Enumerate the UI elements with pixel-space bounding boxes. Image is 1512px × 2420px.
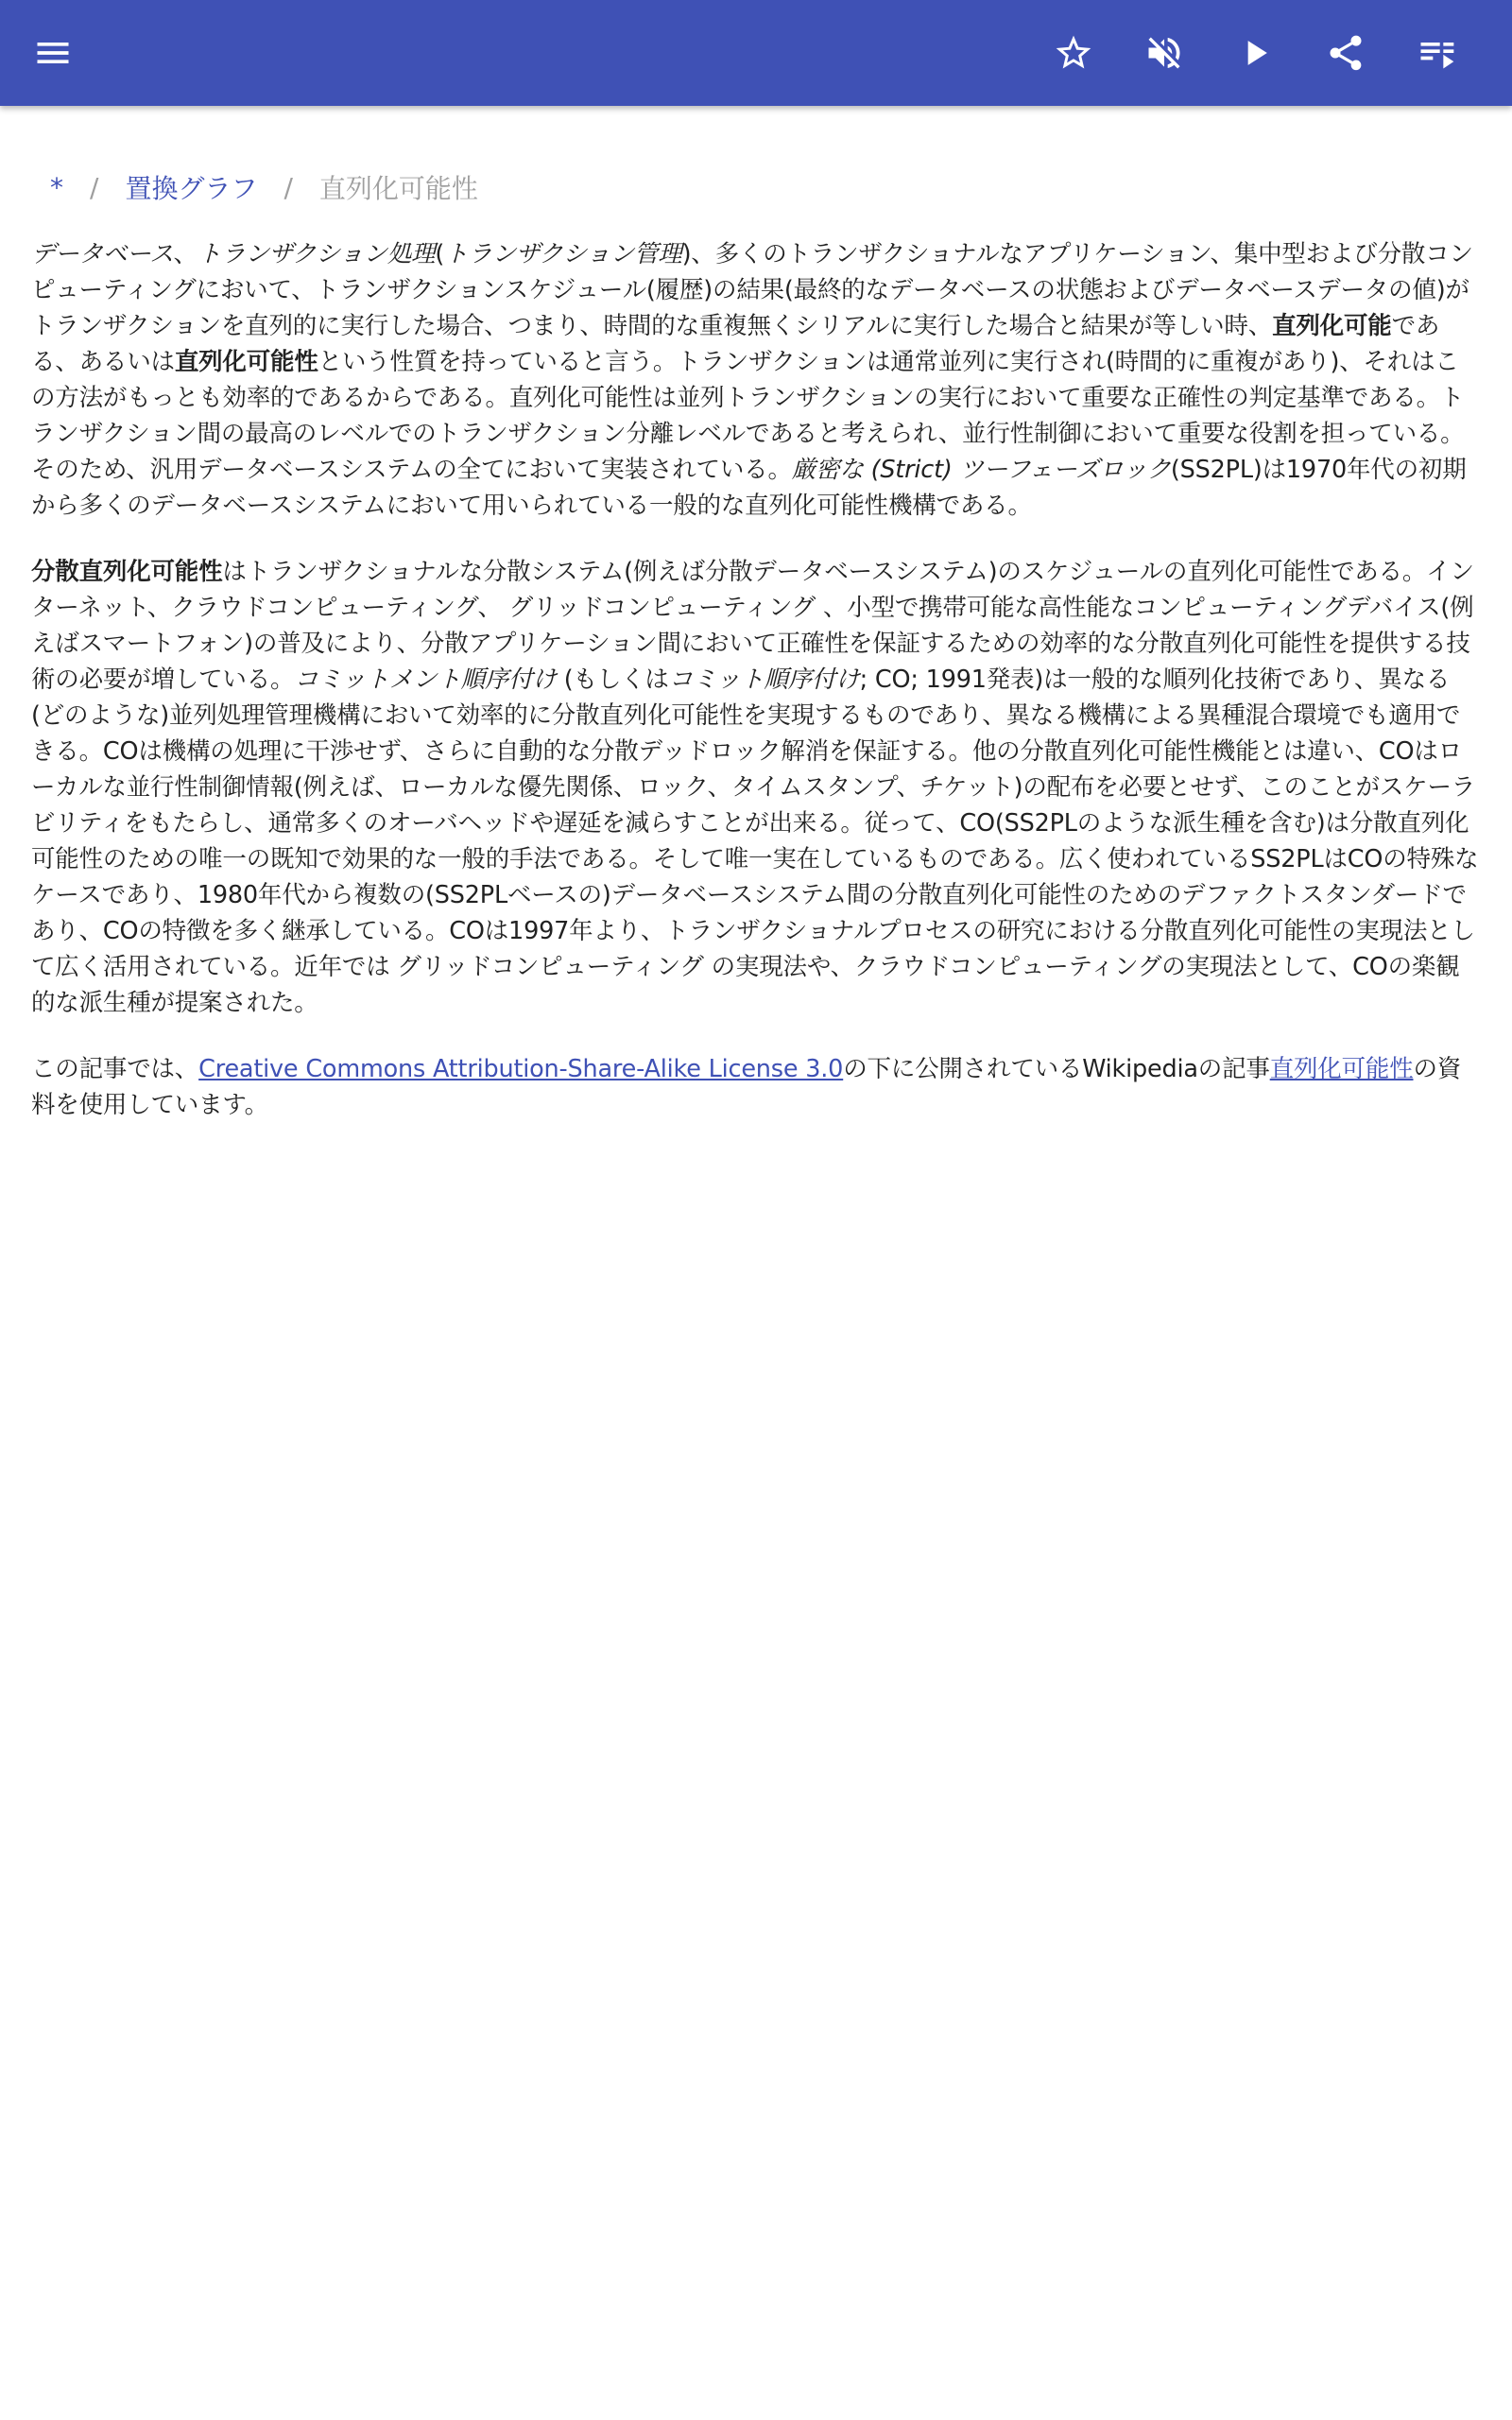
license-notice	[31, 1051, 1481, 1123]
text-bold: 直列化可能	[1272, 312, 1392, 340]
share-icon	[1325, 32, 1366, 74]
text: この記事では、	[31, 1055, 199, 1083]
play-button[interactable]	[1217, 15, 1293, 91]
text: という性質を持っていると言う。トランザクションは通常並列に実行され(時間的に重複があり)、それはこの方法がもっとも効率的であるからである。直列化可能性は並列トランザクションの実行において重要な正確性の判定基準である。トランザクション間の最高のレベルでのトランザクション分離レベルであると考えられ、並行性制御において重要な役割を担っている。そのため、汎用データベースシステムの全てにおいて実装されている。	[31, 348, 1465, 484]
volume-off-icon	[1143, 32, 1185, 74]
text-italic: コミット順序付け	[668, 666, 860, 694]
text: である、あるいは	[31, 312, 1440, 376]
text: (	[435, 240, 445, 268]
text-italic: コミットメント順序付け	[294, 666, 557, 694]
menu-icon	[32, 32, 74, 74]
breadcrumb-separator: /	[284, 171, 293, 203]
mute-button[interactable]	[1126, 15, 1202, 91]
text-bold: 分散直列化可能性	[31, 558, 223, 586]
play-icon	[1234, 32, 1276, 74]
breadcrumb-separator: /	[90, 171, 99, 203]
text-italic: トランザクション処理	[197, 240, 436, 268]
breadcrumb	[31, 166, 1481, 208]
text: の資料を使用しています。	[31, 1055, 1462, 1119]
wikipedia-article-link[interactable]: 直列化可能性	[1269, 1055, 1414, 1083]
menu-button[interactable]	[15, 15, 91, 91]
star-outline-icon	[1053, 32, 1094, 74]
text: 、	[173, 240, 198, 268]
contents-button[interactable]	[1399, 15, 1474, 91]
text-italic: トランザクション管理	[444, 240, 682, 268]
text: (もしくは	[556, 666, 669, 694]
text-italic: データベース	[31, 240, 174, 268]
text-bold: 直列化可能性	[174, 348, 318, 376]
text: はトランザクショナルな分散システム(例えば分散データベースシステム)のスケジュールの直列化可能性である。インターネット、クラウドコンピューティング、 グリッドコンピューティング 、小型で携帯可能な高性能なコンピューティングデバイス(例えばスマートフォン)の普及により、分散アプリケーション間において正確性を保証するための効率的な分散直列化可能性を提供する技術の必要が増している。	[31, 558, 1474, 694]
app-bar	[0, 0, 1512, 106]
breadcrumb-parent-link[interactable]: 置換グラフ	[125, 173, 258, 204]
text: (SS2PL)は1970年代の初期から多くのデータベースシステムにおいて用いられている一般的な直列化可能性機構である。	[31, 456, 1467, 520]
breadcrumb-current: 直列化可能性	[318, 173, 478, 204]
playlist-icon	[1416, 32, 1457, 74]
bookmark-button[interactable]	[1036, 15, 1111, 91]
text: )、多くのトランザクショナルなアプリケーション、集中型および分散コンピューティングにおいて、トランザクションスケジュール(履歴)の結果(最終的なデータベースの状態およびデータベースデータの値)がトランザクションを直列的に実行した場合、つまり、時間的な重複無くシリアルに実行した場合と結果が等しい時、	[31, 240, 1473, 340]
paragraph-distributed-serializability	[31, 554, 1481, 1021]
breadcrumb-root-link[interactable]: *	[50, 171, 63, 203]
text: ; CO; 1991発表)は一般的な順列化技術であり、異なる(どのような)並列処理管理機構において効率的に分散直列化可能性を実現するものであり、異なる機構による異種混合環境でも適用できる。COは機構の処理に干渉せず、さらに自動的な分散デッドロック解消を保証する。他の分散直列化可能性機能とは違い、COはローカルな並行性制御情報(例えば、ローカルな優先関係、ロック、タイムスタンプ、チケット)の配布を必要とせず、このことがスケーラビリティをもたらし、通常多くのオーバヘッドや遅延を減らすことが出来る。従って、CO(SS2PLのような派生種を含む)は分散直列化可能性のための唯一の既知で効果的な一般的手法である。そして唯一実在しているものである。広く使われているSS2PLはCOの特殊なケースであり、1980年代から複数の(SS2PLベースの)データベースシステム間の分散直列化可能性のためのデファクトスタンダードであり、COの特徴を多く継承している。COは1997年より、トランザクショナルプロセスの研究における分散直列化可能性の実現法として広く活用されている。近年では グリッドコンピューティング の実現法や、クラウドコンピューティングの実現法として、COの楽観的な派生種が提案された。	[31, 666, 1479, 1017]
text: の下に公開されているWikipediaの記事	[843, 1055, 1270, 1083]
text-italic: 厳密な (Strict) ツーフェーズロック	[791, 456, 1171, 484]
paragraph-serializability	[31, 236, 1481, 524]
license-link[interactable]: Creative Commons Attribution-Share-Alike License 3.0	[198, 1055, 844, 1083]
article-content	[31, 106, 1481, 1123]
share-button[interactable]	[1308, 15, 1383, 91]
